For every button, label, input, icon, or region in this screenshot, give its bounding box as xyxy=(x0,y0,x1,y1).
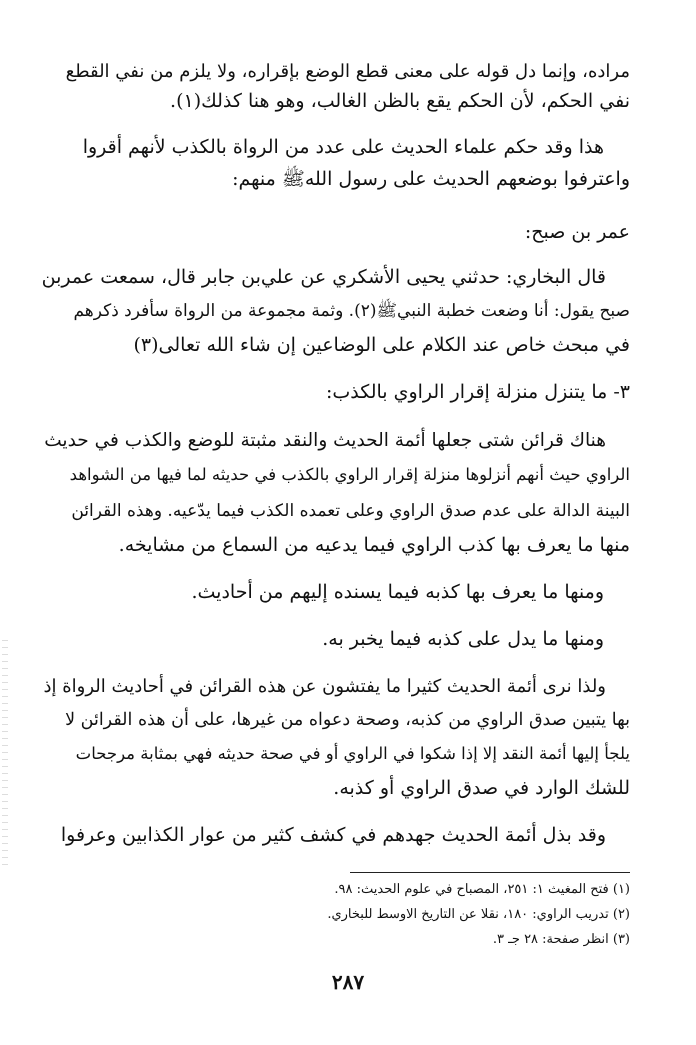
text-line-13: منها ما يعرف بها كذب الراوي فيما يدعيه من السماع من مشايخه. xyxy=(118,534,630,556)
text-line-2: نفي الحكم، لأن الحكم يقع بالظن الغالب، وهو هنا كذلك(١). xyxy=(170,90,630,112)
text-line-12: البينة الدالة على عدم صدق الراوي وعلى تعمده الكذب فيما يدّعيه. وهذه القرائن xyxy=(71,501,630,521)
text-line-4: واعترفوا بوضعهم الحديث على رسول اللهﷺ منهم: xyxy=(232,168,630,190)
text-line-7: صبح يقول: أنا وضعت خطبة النبيﷺ(٢). وثمة مجموعة من الرواة سأفرد ذكرهم xyxy=(73,301,630,321)
text-line-19: للشك الوارد في صدق الراوي أو كذبه. xyxy=(333,777,630,799)
text-line-14: ومنها ما يعرف بها كذبه فيما يسنده إليهم من أحاديث. xyxy=(191,581,604,603)
text-line-15: ومنها ما يدل على كذبه فيما يخبر به. xyxy=(322,628,604,650)
text-line-5: عمر بن صبح: xyxy=(524,221,630,243)
text-line-1: مراده، وإنما دل قوله على معنى قطع الوضع بإقراره، ولا يلزم من نفي القطع xyxy=(65,61,630,82)
text-line-16: ولذا نرى أئمة الحديث كثيرا ما يفتشون عن هذه القرائن في أحاديث الرواة إذ xyxy=(43,676,606,697)
footnote-3: (٣) انظر صفحة: ٢٨ جـ ٣. xyxy=(492,932,630,947)
page-number: ٢٨٧ xyxy=(331,970,365,994)
text-line-17: بها يتبين صدق الراوي من كذبه، وصحة دعواه من غيرها، على أن هذه القرائن لا xyxy=(65,710,630,730)
scan-edge-speckle xyxy=(2,640,8,870)
text-line-6: قال البخاري: حدثني يحيى الأشكري عن علي‌بن جابر قال، سمعت عمربن xyxy=(41,266,606,288)
text-line-8: في مبحث خاص عند الكلام على الوضاعين إن شاء الله تعالى(٣) xyxy=(133,334,630,356)
footnote-2: (٢) تدريب الراوي: ١٨٠، نقلا عن التاريخ الاوسط للبخاري. xyxy=(327,907,630,922)
text-line-3: هذا وقد حكم علماء الحديث على عدد من الرواة بالكذب لأنهم أقروا xyxy=(82,136,604,158)
text-line-10: هناك قرائن شتى جعلها أئمة الحديث والنقد مثبتة للوضع والكذب في حديث xyxy=(44,430,606,451)
text-line-18: يلجأ إليها أئمة النقد إلا إذا شكوا في الراوي أو في صحة حديثه فهي بمثابة مرجحات xyxy=(75,744,630,763)
footnote-separator xyxy=(350,872,630,873)
section-heading: ٣- ما يتنزل منزلة إقرار الراوي بالكذب: xyxy=(325,381,630,403)
text-line-11: الراوي حيث أنهم أنزلوها منزلة إقرار الراوي بالكذب في حديثه لما فيها من الشواهد xyxy=(69,465,630,484)
text-line-20: وقد بذل أئمة الحديث جهدهم في كشف كثير من عوار الكذابين وعرفوا xyxy=(60,824,606,846)
footnote-1: (١) فتح المغيث ١: ٢٥١، المصباح في علوم الحديث: ٩٨. xyxy=(334,882,630,897)
